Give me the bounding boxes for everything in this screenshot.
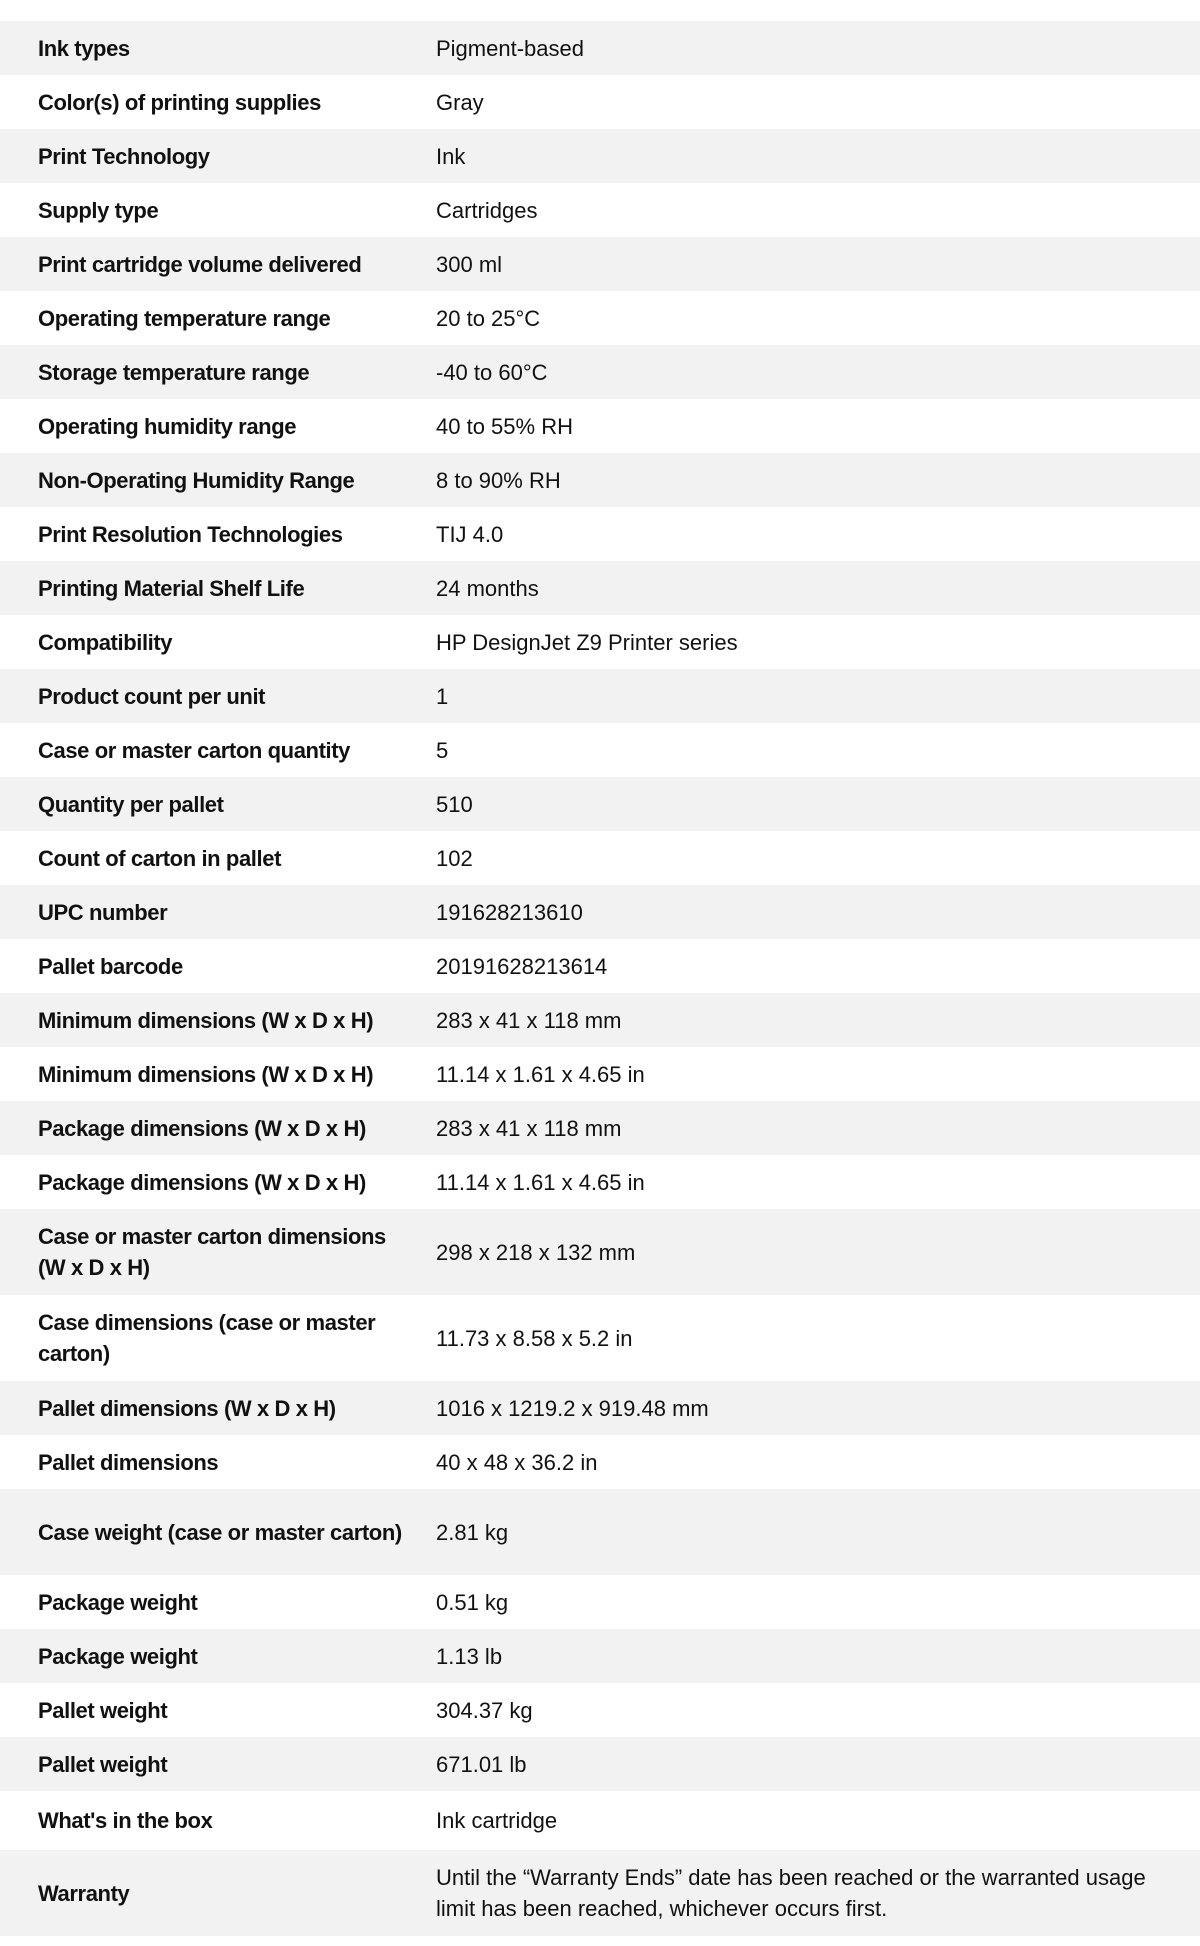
spec-label: Case dimensions (case or master carton) [38,1310,376,1366]
spec-table [0,21,1200,1936]
spec-row [0,723,1200,777]
spec-label: Print Resolution Technologies [38,521,343,547]
spec-row [0,831,1200,885]
spec-value: 283 x 41 x 118 mm [436,1115,622,1141]
spec-row [0,1850,1200,1936]
spec-value: 11.14 x 1.61 x 4.65 in [436,1061,645,1087]
spec-value: 11.14 x 1.61 x 4.65 in [436,1169,645,1195]
spec-row [0,669,1200,723]
spec-value: 1 [436,683,449,709]
spec-row [0,939,1200,993]
spec-row [0,1629,1200,1683]
spec-row [0,1791,1200,1850]
spec-value: 300 ml [436,251,503,277]
spec-row [0,993,1200,1047]
spec-value: 283 x 41 x 118 mm [436,1007,622,1033]
spec-label: Pallet dimensions [38,1449,219,1475]
spec-value: 510 [436,791,473,817]
spec-label: Non-Operating Humidity Range [38,467,355,493]
spec-value: 8 to 90% RH [436,467,561,493]
spec-row [0,615,1200,669]
spec-row [0,1683,1200,1737]
spec-label: Case or master carton quantity [38,737,350,763]
spec-label: Case weight (case or master carton) [38,1519,402,1545]
spec-row [0,345,1200,399]
spec-row [0,21,1200,75]
spec-row [0,75,1200,129]
spec-row [0,507,1200,561]
spec-label: Supply type [38,197,159,223]
spec-label: Pallet weight [38,1697,168,1723]
spec-value: 1016 x 1219.2 x 919.48 mm [436,1395,709,1421]
spec-label: Minimum dimensions (W x D x H) [38,1007,374,1033]
spec-label: What's in the box [38,1808,213,1833]
spec-row [0,183,1200,237]
spec-value: 191628213610 [436,899,583,925]
spec-value: 24 months [436,575,539,601]
spec-label: Pallet barcode [38,953,183,979]
spec-label: Storage temperature range [38,359,310,385]
spec-value: 102 [436,845,473,871]
spec-row [0,1047,1200,1101]
spec-row [0,129,1200,183]
spec-row [0,1575,1200,1629]
spec-label: Printing Material Shelf Life [38,575,305,601]
spec-label: Package dimensions (W x D x H) [38,1115,366,1141]
spec-value: 304.37 kg [436,1697,533,1723]
spec-row [0,399,1200,453]
spec-label: Pallet dimensions (W x D x H) [38,1395,336,1421]
spec-value: Ink [436,143,466,169]
spec-value: Gray [436,89,484,115]
spec-label: Package weight [38,1643,198,1669]
spec-row [0,561,1200,615]
spec-row [0,1209,1200,1295]
spec-label: Pallet weight [38,1751,168,1777]
spec-row [0,453,1200,507]
spec-label: Operating temperature range [38,305,331,331]
spec-row [0,291,1200,345]
spec-value: 1.13 lb [436,1643,503,1669]
spec-value: Ink cartridge [436,1808,558,1833]
spec-row [0,1737,1200,1791]
spec-value: 298 x 218 x 132 mm [436,1239,636,1265]
spec-value: 0.51 kg [436,1589,509,1615]
spec-value: 40 x 48 x 36.2 in [436,1449,598,1475]
spec-value: 671.01 lb [436,1751,527,1777]
spec-row [0,1101,1200,1155]
spec-label: Ink types [38,35,130,61]
spec-label: Compatibility [38,629,173,655]
spec-row [0,1295,1200,1381]
spec-label: Count of carton in pallet [38,845,281,871]
spec-value: -40 to 60°C [436,359,548,385]
spec-label: Print Technology [38,143,210,169]
spec-label: Package dimensions (W x D x H) [38,1169,366,1195]
spec-label: UPC number [38,899,168,925]
spec-value: 11.73 x 8.58 x 5.2 in [436,1325,633,1351]
spec-value: 20191628213614 [436,953,608,979]
spec-value: 20 to 25°C [436,305,541,331]
spec-label: Minimum dimensions (W x D x H) [38,1061,374,1087]
spec-row [0,237,1200,291]
spec-value: 5 [436,737,449,763]
spec-row [0,1155,1200,1209]
spec-value: Cartridges [436,197,538,223]
spec-label: Case or master carton dimensions (W x D x H) [38,1224,386,1280]
spec-row [0,1381,1200,1435]
spec-value: 2.81 kg [436,1519,509,1545]
spec-label: Package weight [38,1589,198,1615]
spec-value: HP DesignJet Z9 Printer series [436,629,738,655]
spec-label: Product count per unit [38,683,266,709]
spec-label: Warranty [38,1880,130,1906]
spec-row [0,777,1200,831]
spec-value: Pigment-based [436,35,584,61]
spec-value: TIJ 4.0 [436,521,504,547]
spec-label: Operating humidity range [38,413,297,439]
spec-value: Until the “Warranty Ends” date has been reached or the warranted usage limit has been reached, whichever occurs first. [436,1865,1146,1921]
spec-row [0,1489,1200,1575]
spec-value: 40 to 55% RH [436,413,573,439]
spec-row [0,1435,1200,1489]
spec-label: Quantity per pallet [38,791,224,817]
spec-label: Color(s) of printing supplies [38,89,321,115]
spec-label: Print cartridge volume delivered [38,251,362,277]
spec-row [0,885,1200,939]
